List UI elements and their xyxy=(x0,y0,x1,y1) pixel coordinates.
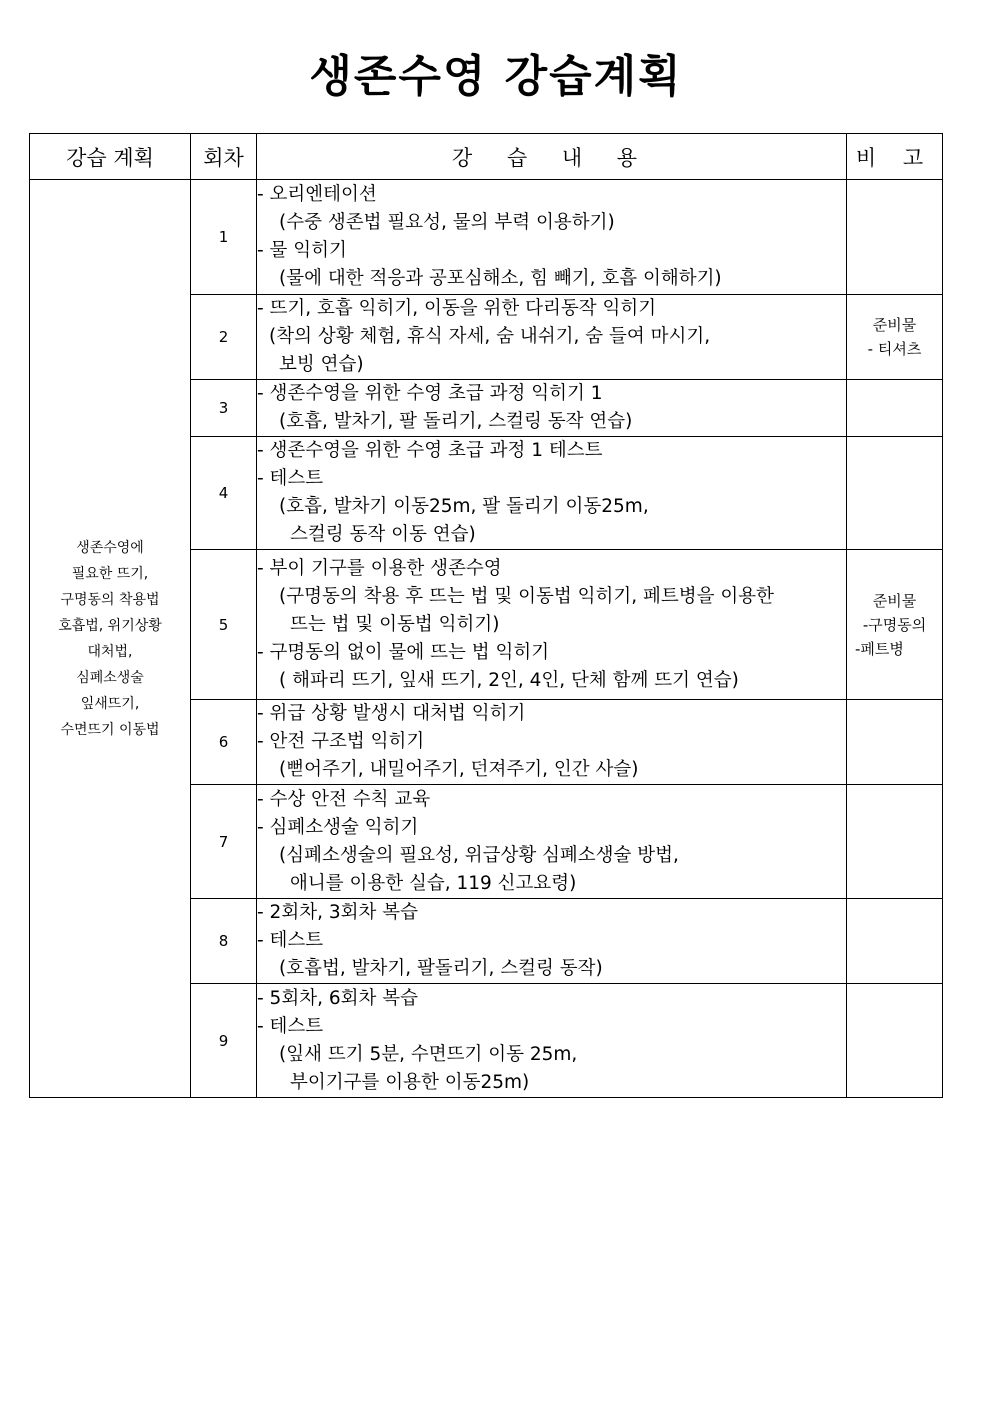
plan-line: 잎새뜨기, xyxy=(80,695,140,712)
remark-cell xyxy=(847,899,943,984)
table-header-row xyxy=(30,134,943,180)
plan-summary-cell xyxy=(30,180,191,1098)
remark-cell xyxy=(847,380,943,437)
header-session: 회차 xyxy=(191,134,257,180)
remark-cell xyxy=(847,700,943,785)
content-cell xyxy=(257,700,847,785)
content-line: (호흡법, 발차기, 팔돌리기, 스컬링 동작) xyxy=(279,958,603,979)
remark-cell xyxy=(847,437,943,550)
plan-line: 심폐소생술 xyxy=(76,669,144,686)
session-number: 6 xyxy=(191,700,257,785)
content-line: (구명동의 착용 후 뜨는 법 및 이동법 익히기, 페트병을 이용한 xyxy=(279,585,774,607)
content-line: - 구명동의 없이 물에 뜨는 법 익히기 xyxy=(257,641,550,663)
remark-cell xyxy=(847,180,943,295)
header-remarks: 비 고 xyxy=(847,134,943,180)
content-cell xyxy=(257,899,847,984)
plan-line: 생존수영에 xyxy=(76,539,144,556)
content-line: (수중 생존법 필요성, 물의 부력 이용하기) xyxy=(279,212,615,233)
session-number: 1 xyxy=(191,180,257,295)
header-plan: 강습 계획 xyxy=(30,134,191,180)
session-number: 5 xyxy=(191,550,257,700)
remark-cell xyxy=(847,785,943,899)
content-line: - 물 익히기 xyxy=(257,240,347,261)
session-number: 9 xyxy=(191,984,257,1098)
content-line: (호흡, 발차기 이동25m, 팔 돌리기 이동25m, xyxy=(279,496,649,517)
remark-line: - 티셔츠 xyxy=(867,340,922,358)
content-line: - 테스트 xyxy=(257,1015,324,1037)
content-line: - 테스트 xyxy=(257,930,324,951)
content-line: 보빙 연습) xyxy=(279,354,364,375)
remark-cell xyxy=(847,550,943,700)
session-number: 8 xyxy=(191,899,257,984)
content-line: - 수상 안전 수칙 교육 xyxy=(257,788,431,810)
content-cell xyxy=(257,295,847,380)
content-line: 뜨는 법 및 이동법 익히기) xyxy=(290,613,500,635)
header-content: 강 습 내 용 xyxy=(257,134,847,180)
remark-line: -페트병 xyxy=(855,639,904,658)
content-line: - 2회차, 3회차 복습 xyxy=(257,902,418,923)
remark-line: -구명동의 xyxy=(862,615,927,634)
content-line: - 위급 상황 발생시 대처법 익히기 xyxy=(257,703,526,724)
content-cell xyxy=(257,437,847,550)
content-cell xyxy=(257,180,847,295)
content-line: - 생존수영을 위한 수영 초급 과정 익히기 1 xyxy=(257,383,603,404)
content-line: - 오리엔테이션 xyxy=(257,184,377,205)
content-cell xyxy=(257,550,847,700)
session-number: 2 xyxy=(191,295,257,380)
content-cell xyxy=(257,785,847,899)
plan-line: 호흡법, 위기상황 xyxy=(58,617,162,634)
content-line: - 안전 구조법 익히기 xyxy=(257,731,425,752)
plan-line: 구명동의 착용법 xyxy=(60,591,160,608)
content-line: (잎새 뜨기 5분, 수면뜨기 이동 25m, xyxy=(279,1043,578,1065)
remark-line: 준비물 xyxy=(872,316,917,334)
content-cell xyxy=(257,380,847,437)
remark-cell xyxy=(847,984,943,1098)
content-line: - 생존수영을 위한 수영 초급 과정 1 테스트 xyxy=(257,440,603,461)
remark-line: 준비물 xyxy=(872,591,917,610)
content-line: (뻗어주기, 내밀어주기, 던져주기, 인간 사슬) xyxy=(279,759,639,780)
content-line: - 테스트 xyxy=(257,468,324,489)
remark-cell xyxy=(847,295,943,380)
plan-line: 대처법, xyxy=(87,643,133,660)
content-line: (호흡, 발차기, 팔 돌리기, 스컬링 동작 연습) xyxy=(279,411,633,432)
plan-line: 필요한 뜨기, xyxy=(71,565,149,582)
content-line: - 심폐소생술 익히기 xyxy=(257,816,419,838)
content-line: (착의 상황 체험, 휴식 자세, 숨 내쉬기, 숨 들여 마시기, xyxy=(269,326,711,347)
content-line: (심폐소생술의 필요성, 위급상황 심폐소생술 방법, xyxy=(279,844,679,866)
content-line: 부이기구를 이용한 이동25m) xyxy=(290,1071,530,1093)
table-row xyxy=(30,180,943,295)
page-title: 생존수영 강습계획 xyxy=(309,51,683,102)
plan-line: 수면뜨기 이동법 xyxy=(60,721,160,738)
content-line: - 부이 기구를 이용한 생존수영 xyxy=(257,557,502,579)
content-line: 애니를 이용한 실습, 119 신고요령) xyxy=(290,872,577,894)
content-line: - 5회차, 6회차 복습 xyxy=(257,987,418,1009)
content-line: 스컬링 동작 이동 연습) xyxy=(290,524,476,545)
session-number: 3 xyxy=(191,380,257,437)
content-line: (물에 대한 적응과 공포심해소, 힘 빼기, 호흡 이해하기) xyxy=(279,268,722,289)
session-number: 4 xyxy=(191,437,257,550)
content-line: ( 해파리 뜨기, 잎새 뜨기, 2인, 4인, 단체 함께 뜨기 연습) xyxy=(279,669,739,691)
content-line: - 뜨기, 호흡 익히기, 이동을 위한 다리동작 익히기 xyxy=(257,298,657,319)
lesson-plan-table xyxy=(29,133,943,1098)
content-cell xyxy=(257,984,847,1098)
session-number: 7 xyxy=(191,785,257,899)
